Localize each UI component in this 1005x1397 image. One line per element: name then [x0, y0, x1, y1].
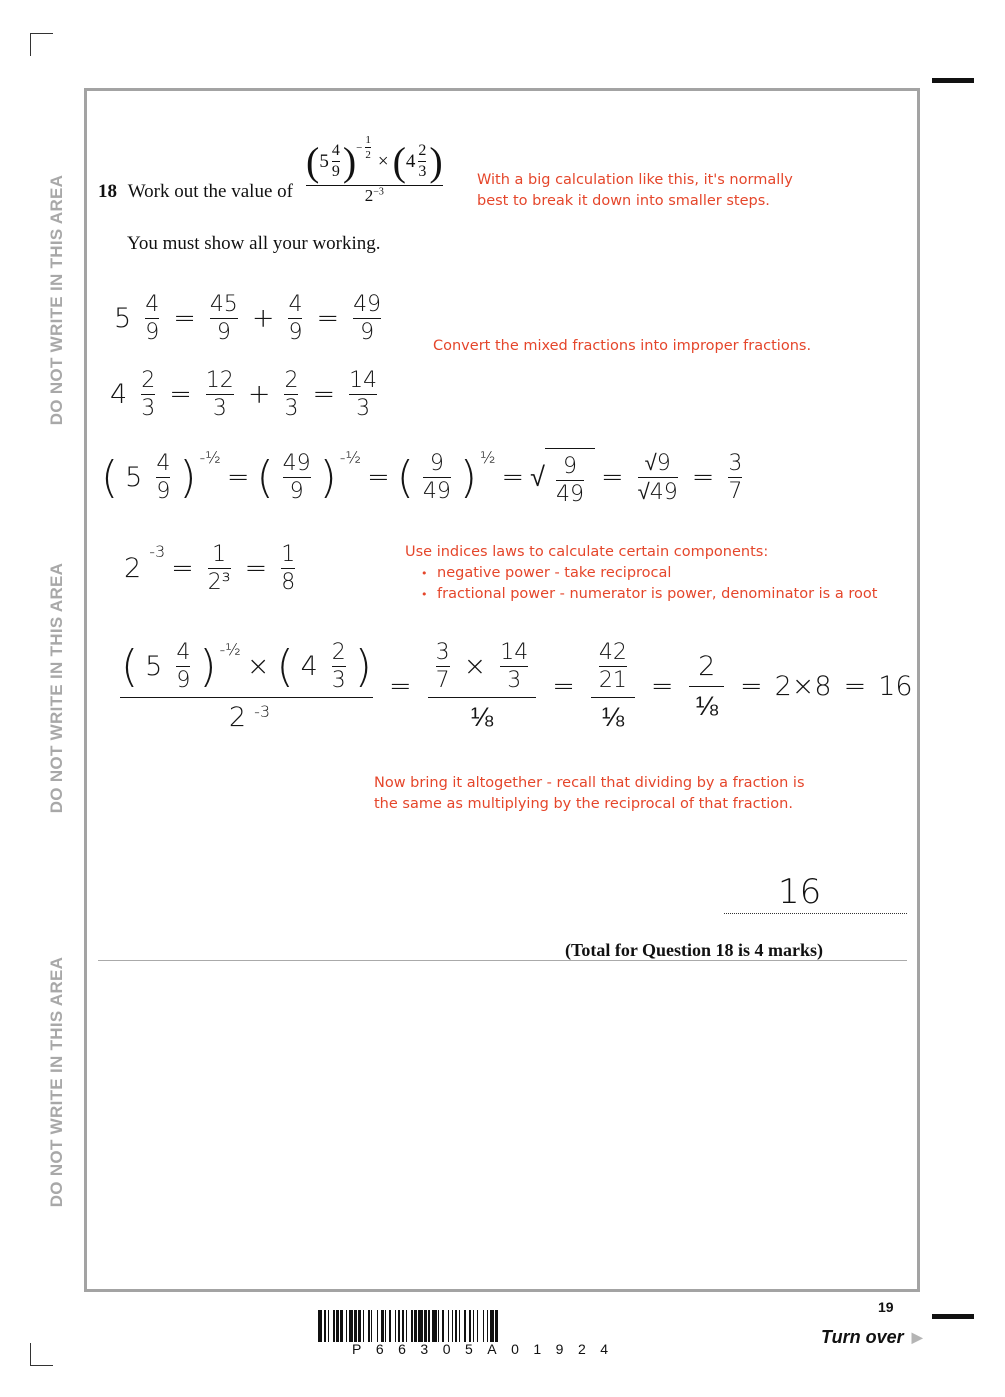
fraction-numerator: 1 [212, 542, 227, 567]
page-number: 19 [878, 1299, 894, 1315]
working-term: = [226, 462, 250, 493]
formula-den-exp: −3 [373, 186, 384, 198]
working-term: 2 [124, 553, 142, 584]
working-term: = [244, 553, 268, 584]
fraction-denominator: 3 [141, 396, 156, 421]
margin-warning: DO NOT WRITE IN THIS AREA [47, 562, 66, 814]
parenthesis: ) [199, 641, 217, 692]
fraction-numerator: 4 [156, 451, 171, 476]
fraction-numerator: 2 [284, 368, 299, 393]
big-fraction [591, 640, 635, 733]
fraction-bar [436, 666, 450, 667]
working-term: = [171, 553, 194, 584]
fraction [283, 451, 311, 504]
note-indices [405, 542, 877, 605]
note-line: Use indices laws to calculate certain components: [405, 544, 769, 560]
working-term: 4 [300, 651, 318, 682]
working-term: + [251, 303, 275, 334]
fraction-denominator: 9 [156, 479, 171, 504]
fraction-denominator: 3 [507, 668, 522, 693]
fraction [728, 451, 742, 504]
fraction [349, 368, 377, 421]
working-term: = [169, 379, 192, 410]
fraction-denominator: 3 [212, 396, 227, 421]
fraction-bar [176, 666, 190, 667]
margin-warning: DO NOT WRITE IN THIS AREA [47, 174, 66, 426]
crop-mark-top-left [30, 33, 53, 56]
working-term: 5 [114, 303, 132, 334]
working-term: 5 [145, 651, 163, 682]
big-fraction-numerator [428, 640, 537, 693]
note-line: Now bring it altogether - recall that dividing by a fraction is [374, 775, 805, 791]
fraction-numerator: 4 [145, 292, 160, 317]
radicand [545, 448, 595, 507]
fraction-bar [288, 318, 302, 319]
answer-value: 16 [778, 872, 822, 912]
fraction-denominator: 21 [598, 668, 627, 693]
big-fraction-denominator [596, 702, 631, 733]
fraction-bar [284, 394, 298, 395]
formula-den: 3 [418, 163, 427, 180]
crop-mark-bottom-left [30, 1343, 53, 1366]
formula-exp-sign: − [356, 141, 363, 154]
note-line: best to break it down into smaller steps. [477, 193, 770, 209]
play-arrow-icon: ▶ [911, 1329, 923, 1345]
question-formula: ( 5 $\frac{4}{9}$ ) − $\frac{1}{2}$ × ( 4 $\frac{2}{3}$ ) $2^{-3}$ [306, 134, 443, 205]
fraction [145, 292, 159, 345]
formula-exp-den: 2 [365, 149, 371, 161]
fraction [156, 451, 170, 504]
fraction-numerator: 2 [331, 640, 346, 665]
fraction-bar [591, 697, 635, 698]
fraction-numerator: 49 [282, 451, 311, 476]
working-term: = [691, 462, 715, 493]
turn-over [821, 1327, 922, 1348]
fraction-bar [145, 318, 159, 319]
fraction [599, 640, 627, 693]
note-bullet: • negative power - take reciprocal [437, 563, 877, 584]
fraction-denominator: 7 [728, 479, 743, 504]
fraction [638, 450, 678, 505]
note-line: the same as multiplying by the reciprocal of that fraction. [374, 796, 793, 812]
working-term: × [246, 651, 270, 682]
formula-denominator: 2 [364, 186, 374, 205]
parenthesis: ) [319, 452, 337, 503]
fraction-numerator: 1 [281, 542, 296, 567]
fraction [288, 292, 302, 345]
fraction-denominator: 9 [216, 320, 231, 345]
working-term: 2 [228, 702, 247, 733]
answer-line[interactable] [724, 913, 907, 914]
fraction-numerator: 9 [429, 451, 444, 476]
fraction-bar [556, 480, 584, 481]
exponent: ½ [480, 448, 496, 467]
fraction-denominator: 9 [288, 320, 303, 345]
note-convert: Convert the mixed fractions into improper fractions. [433, 338, 812, 354]
total-marks: (Total for Question 18 is 4 marks) [565, 940, 824, 960]
fraction [423, 451, 451, 504]
working-term: = [501, 462, 525, 493]
fraction-bar [210, 318, 238, 319]
fraction-denominator: 9 [145, 320, 160, 345]
working-line-2 [104, 368, 385, 421]
registration-bar-bottom [932, 1314, 974, 1319]
parenthesis: ( [256, 452, 274, 503]
fraction-bar [428, 697, 537, 698]
big-fraction-numerator [591, 640, 635, 693]
parenthesis: ( [121, 641, 139, 692]
fraction-numerator: 12 [205, 368, 234, 393]
fraction-bar [156, 477, 170, 478]
question-line [98, 181, 293, 203]
registration-bar-top [932, 78, 974, 83]
parenthesis: ( [276, 641, 294, 692]
turn-over-label: Turn over [821, 1327, 904, 1347]
working-term: = [601, 462, 624, 493]
fraction [500, 640, 528, 693]
fraction-denominator: 8 [281, 570, 296, 595]
exponent: -½ [339, 448, 362, 467]
fraction-bar [206, 394, 234, 395]
fraction-bar [349, 394, 377, 395]
fraction [210, 292, 238, 345]
exponent: -½ [199, 448, 221, 467]
working-term: 5 [125, 462, 143, 493]
working-term: + [247, 379, 271, 410]
fraction-numerator: 3 [728, 451, 743, 476]
parenthesis: ) [354, 641, 372, 692]
formula-whole: 4 [405, 150, 416, 172]
fraction-bar [728, 477, 742, 478]
fraction-denominator: 2³ [207, 570, 231, 595]
working-term: = [388, 671, 412, 702]
fraction-bar [353, 318, 381, 319]
big-fraction-denominator [465, 702, 500, 733]
fraction-bar [423, 477, 451, 478]
fraction [141, 368, 155, 421]
barcode [318, 1310, 686, 1342]
parenthesis: ( [396, 452, 414, 503]
working-line-5 [110, 640, 919, 733]
working-line-3 [100, 448, 750, 507]
fraction-bar [208, 568, 231, 569]
fraction-denominator: 49 [422, 479, 451, 504]
fraction [208, 542, 231, 595]
fraction-numerator: 4 [176, 640, 191, 665]
fraction [353, 292, 381, 345]
fraction-denominator: 49 [556, 482, 584, 507]
fraction [284, 368, 298, 421]
working-term: = [173, 303, 196, 334]
big-fraction [689, 651, 724, 722]
working-term: 16 [878, 671, 913, 702]
fraction-bar [689, 686, 724, 687]
fraction-bar [599, 666, 627, 667]
fraction-bar [283, 477, 311, 478]
question-divider [98, 960, 907, 961]
working-term: = [552, 671, 575, 702]
note-reciprocal [374, 773, 805, 815]
fraction [556, 454, 584, 507]
fraction-denominator: 7 [435, 668, 450, 693]
big-fraction [428, 640, 537, 733]
fraction-denominator: 9 [360, 320, 375, 345]
formula-whole: 5 [319, 150, 329, 172]
fraction-denominator: 3 [356, 396, 371, 421]
formula-exp-num: 1 [365, 134, 371, 146]
fraction-bar [120, 697, 373, 698]
fraction-denominator: 3 [331, 668, 346, 693]
square-root [530, 448, 595, 507]
exponent: -3 [149, 542, 166, 561]
formula-num: 4 [331, 142, 340, 159]
fraction-bar [281, 568, 295, 569]
parenthesis: ) [179, 452, 197, 503]
parenthesis: ( [101, 452, 119, 503]
fraction-bar [638, 477, 678, 478]
question-instruction: You must show all your working. [127, 233, 381, 254]
working-term: ⅛ [695, 691, 718, 722]
big-fraction-numerator [120, 640, 373, 693]
formula-den: 9 [331, 163, 340, 180]
working-term: 4 [110, 379, 128, 410]
working-term: = [316, 303, 340, 334]
big-fraction [120, 640, 373, 733]
working-term: × [463, 651, 487, 682]
working-term: 2 [698, 651, 716, 682]
working-line-1 [108, 292, 389, 345]
fraction [206, 368, 234, 421]
fraction-numerator: 14 [349, 368, 378, 393]
formula-num: 2 [418, 142, 427, 159]
big-fraction-numerator [692, 651, 721, 682]
barcode-text: P66305A01924 [352, 1341, 623, 1357]
fraction-numerator: 2 [141, 368, 156, 393]
working-term: = [312, 379, 336, 410]
working-term: = [367, 462, 390, 493]
question-prompt: Work out the value of [127, 181, 293, 202]
working-term: = [740, 671, 763, 702]
fraction-numerator: 42 [598, 640, 627, 665]
big-fraction-denominator [689, 691, 724, 722]
working-term: ⅛ [601, 702, 625, 733]
fraction [281, 542, 295, 595]
formula-times: × [377, 150, 389, 172]
fraction [176, 640, 190, 693]
fraction [332, 640, 346, 693]
big-fraction-denominator [223, 702, 270, 733]
fraction [436, 640, 450, 693]
fraction-denominator: √49 [637, 480, 678, 505]
radical-sign-icon: √ [530, 462, 545, 493]
fraction-denominator: 9 [176, 668, 191, 693]
note-line: With a big calculation like this, it's normally [477, 172, 793, 188]
barcode-bar [498, 1310, 499, 1342]
note-break-down [477, 170, 793, 212]
working-term: = [650, 671, 674, 702]
fraction-denominator: 9 [289, 479, 304, 504]
fraction-numerator: 4 [288, 292, 303, 317]
parenthesis: ) [459, 452, 478, 503]
fraction-bar [500, 666, 528, 667]
working-term: ⅛ [470, 702, 494, 733]
fraction-numerator: √9 [644, 451, 671, 476]
question-number: 18 [98, 181, 117, 202]
fraction-numerator: 49 [353, 292, 382, 317]
fraction-numerator: 9 [563, 454, 577, 479]
margin-warning: DO NOT WRITE IN THIS AREA [47, 956, 66, 1208]
fraction-numerator: 14 [500, 640, 529, 665]
exponent: -3 [254, 702, 271, 721]
working-term: = [843, 671, 867, 702]
working-line-4 [118, 542, 303, 595]
fraction-numerator: 3 [435, 640, 450, 665]
fraction-denominator: 3 [284, 396, 299, 421]
note-bullet: • fractional power - numerator is power, denominator is a root [437, 584, 877, 605]
exponent: -½ [219, 640, 241, 659]
working-term: 2×8 [774, 671, 832, 702]
fraction-bar [332, 666, 346, 667]
fraction-numerator: 45 [209, 292, 238, 317]
fraction-bar [141, 394, 155, 395]
